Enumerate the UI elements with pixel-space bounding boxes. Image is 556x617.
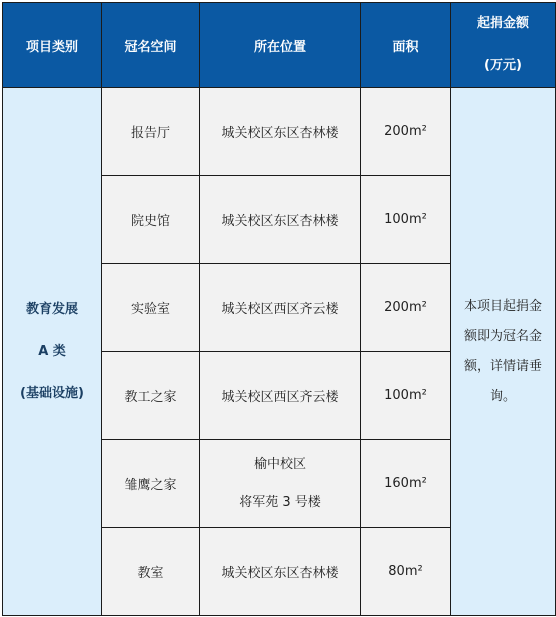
space-cell: 实验室: [102, 264, 200, 352]
location-line1: 榆中校区: [253, 456, 306, 472]
location-cell: 城关校区东区杏林楼: [200, 176, 361, 264]
area-cell: 160m²: [361, 440, 451, 528]
amount-note: 本项目起捐金额即为冠名金额，详情请垂询。: [463, 298, 542, 404]
area-cell: 200m²: [361, 264, 451, 352]
header-location: 所在位置: [200, 3, 361, 88]
location-cell: 城关校区东区杏林楼: [200, 528, 361, 616]
location-cell: 城关校区西区齐云楼: [200, 264, 361, 352]
location-line2: 将军苑 3 号楼: [239, 494, 321, 510]
category-cell: [3, 88, 102, 616]
location-cell: [200, 440, 361, 528]
area-cell: 100m²: [361, 352, 451, 440]
location-cell: 城关校区西区齐云楼: [200, 352, 361, 440]
space-cell: 教工之家: [102, 352, 200, 440]
area-cell: 80m²: [361, 528, 451, 616]
header-amount-line1: 起捐金额: [476, 16, 529, 31]
space-cell: 教室: [102, 528, 200, 616]
category-line1: 教育发展: [25, 301, 78, 317]
amount-note-cell: [451, 88, 556, 616]
header-space: 冠名空间: [102, 3, 200, 88]
space-cell: 雏鹰之家: [102, 440, 200, 528]
space-cell: 院史馆: [102, 176, 200, 264]
donation-table: [2, 2, 556, 616]
area-cell: 100m²: [361, 176, 451, 264]
header-amount: [451, 3, 556, 88]
space-cell: 报告厅: [102, 88, 200, 176]
header-amount-line2: (万元): [484, 58, 522, 73]
location-cell: 城关校区东区杏林楼: [200, 88, 361, 176]
header-category: 项目类别: [3, 3, 102, 88]
table-row: [3, 88, 556, 176]
header-area: 面积: [361, 3, 451, 88]
header-row: [3, 3, 556, 88]
category-line3: (基础设施): [20, 385, 84, 401]
area-cell: 200m²: [361, 88, 451, 176]
category-line2: A 类: [38, 343, 66, 359]
